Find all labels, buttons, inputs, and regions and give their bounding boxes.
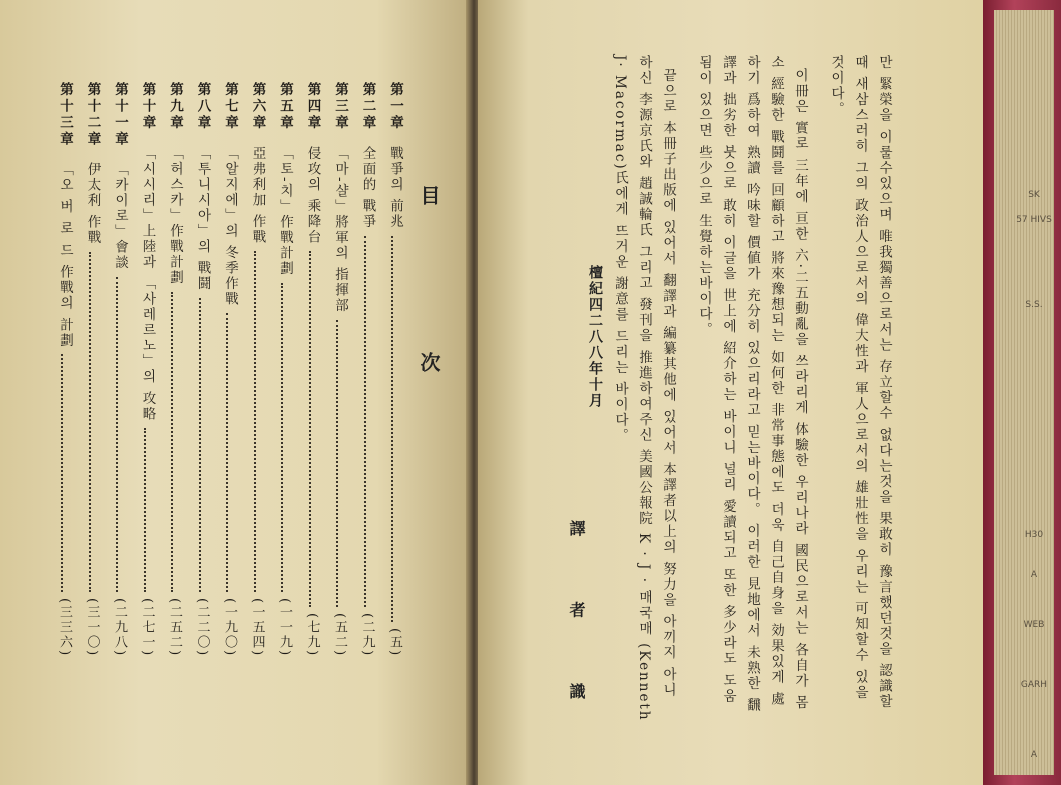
spine-labels [1012,10,1056,775]
toc-page-number: (三一〇) [84,597,100,657]
toc-page-number: (一九〇) [222,597,237,657]
spine-label: A [1030,750,1038,760]
toc-title: 目 次 [417,185,441,442]
toc-page-number: (三三六) [57,597,72,657]
toc-chapter-title: 侵攻의 乘降台 [304,145,321,245]
toc-leader-dots [391,236,395,622]
toc-chapter-number: 第三章 [332,82,348,132]
toc-chapter-number: 第四章 [304,82,321,132]
toc-chapter-number: 第十二章 [84,82,101,148]
toc-entry [165,82,185,657]
spine-label: SK [1028,190,1040,200]
toc-chapter-title: 「오 버 로 드 作戰의 計劃 [57,162,73,349]
toc-page-number: (五二) [332,612,347,657]
toc-page-number: (二二〇) [194,597,210,657]
preface-signature: 譯 者 識 [567,520,586,730]
toc-leader-dots [226,313,230,592]
toc-chapter-title: 「토-치」作戰計劃 [277,145,293,277]
toc-chapter-title: 「마-샬」將軍의 指揮部 [332,145,348,314]
toc-page-number: (一五四) [249,597,265,657]
toc-page-number: (二九八) [112,597,127,657]
left-page-toc [0,0,470,785]
toc-chapter-number: 第一章 [387,82,403,132]
spine-label: H30 [1024,530,1044,540]
toc-chapter-number: 第六章 [249,82,266,132]
preface-line: 것이다。 [828,55,844,117]
spine-label: A [1030,570,1038,580]
toc-chapter-title: 全面的 戰爭 [359,145,376,230]
toc-leader-dots [89,252,93,592]
preface-date: 檀紀四二八八年十月 [587,265,603,409]
preface-line: 때 새삼스러히 그의 政治人으로서의 偉大性과 軍人으로서의 雄壯性을 우리는 可知할수 있을 [852,55,868,701]
preface-line: 이冊은 實로 三年에 亘한 六·二五動亂을 쓰라리게 体驗한 우리나라 國民으로서는 各自가 몸 [792,68,808,711]
right-page-preface [478,0,983,785]
toc-entry [193,82,213,657]
toc-entry [275,82,295,657]
toc-chapter-title: 「투니시아」의 戰鬪 [194,145,211,292]
toc-entry [55,82,75,657]
toc-page-number: (七九) [304,612,320,657]
toc-leader-dots [116,277,120,592]
preface-line: 譯과 拙劣한 붓으로 敢히 이글을 世上에 紹介하는 바이니 널리 愛讀되고 또한 多少라도 도움 [720,55,736,704]
toc-chapter-title: 戰爭의 前兆 [387,145,403,230]
toc-leader-dots [309,251,313,607]
toc-chapter-title: 「허스카」作戰計劃 [167,145,183,285]
toc-entry [330,82,350,657]
toc-entry [385,82,405,657]
toc-entry [248,82,268,657]
toc-chapter-title: 伊太利 作戰 [84,162,101,246]
toc-chapter-title: 「카이로」會談 [112,162,128,271]
toc-page-number: (二九) [359,612,375,657]
toc-entry [358,82,378,657]
toc-page-number: (五) [387,627,402,657]
toc-chapter-number: 第七章 [222,82,238,132]
toc-page-number: (二五二) [167,597,182,657]
toc-leader-dots [144,428,148,592]
toc-chapter-number: 第二章 [359,82,376,132]
toc-chapter-number: 第九章 [167,82,183,132]
toc-chapter-number: 第十三章 [57,82,73,148]
spine-label: WEB [1023,620,1045,630]
toc-leader-dots [281,283,285,592]
toc-entry [83,82,103,657]
toc-leader-dots [61,354,65,592]
preface-line: 하신 李源京氏와 趙誠輪氏 그리고 發刊을 推進하여주신 美國公報院 K · J · 매국매 (Kenneth [636,55,652,722]
toc-chapter-title: 亞弗利加 作戰 [249,145,266,245]
toc-leader-dots [199,298,203,592]
spine-label: GARH [1020,680,1048,690]
toc-leader-dots [336,320,340,607]
preface-line: 만 緊榮을 이룰수있으며 唯我獨善으로서는 存立할수 없다는것을 果敢히 豫言했던것을 認識할 [876,55,892,710]
toc-chapter-number: 第五章 [277,82,293,132]
toc-entry [138,82,158,657]
spine-label: 57 HIVS [1016,215,1052,225]
toc-leader-dots [254,251,258,592]
toc-chapter-number: 第八章 [194,82,211,132]
preface-line: 하기 爲하여 熟讀 吟味할 價値가 充分히 있으리라고 믿는바이다。 이러한 見地에서 未熟한 飜 [744,55,760,714]
spine-label: S.S. [1025,300,1043,310]
toc-chapter-title: 「알지에」의 冬季作戰 [222,145,238,307]
toc-chapter-title: 「시시리」上陸과 「사레르노」의 攻略 [139,145,156,422]
preface-line: 소 經驗한 戰鬪를 回顧하고 將來豫想되는 如何한 非常事態에도 더욱 自己自身을 効果있게 處 [768,55,784,707]
preface-line: J· Macormac)氏에게 뜨거운 謝意를 드리는 바이다。 [612,55,628,444]
toc-chapter-number: 第十章 [139,82,156,132]
preface-line: 끝으로 本冊子出版에 있어서 翻譯과 編纂其他에 있어서 本譯者以上의 努力을 아끼지 아니 [660,68,676,699]
toc-leader-dots [364,236,368,607]
preface-line: 됨이 있으면 些少으로 生覺하는바이다。 [696,55,712,338]
toc-page-number: (一一九) [277,597,292,657]
toc-chapter-number: 第十一章 [112,82,128,148]
toc-page-number: (二七一) [139,597,155,657]
toc-leader-dots [171,292,175,592]
toc-entry [110,82,130,657]
toc-entry [303,82,323,657]
toc-entry [220,82,240,657]
